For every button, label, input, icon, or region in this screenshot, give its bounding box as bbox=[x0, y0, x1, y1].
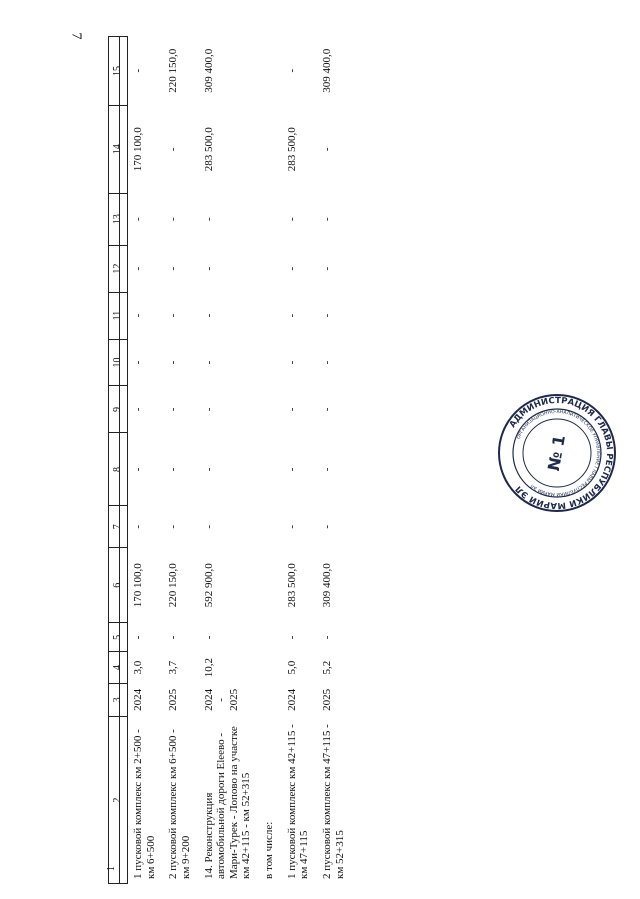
col-header-1: 1 bbox=[106, 866, 117, 871]
table-row bbox=[128, 37, 164, 884]
table-cell: 10,2 bbox=[202, 657, 215, 678]
table-cell: - bbox=[167, 147, 180, 152]
table-cell: - bbox=[167, 524, 180, 529]
col-header-10: 10 bbox=[109, 339, 128, 386]
row-name: в том числе: bbox=[263, 821, 276, 879]
table-cell bbox=[259, 683, 282, 716]
table-cell bbox=[259, 193, 282, 245]
table-cell bbox=[259, 506, 282, 548]
col-header-9: 9 bbox=[109, 386, 128, 433]
table-cell: - bbox=[202, 313, 215, 318]
table-cell: 2024 bbox=[132, 688, 144, 711]
table-cell: 170 100,0 bbox=[132, 127, 144, 172]
table-cell: - bbox=[321, 407, 334, 412]
table-cell: 3,0 bbox=[132, 660, 144, 675]
col-header-2: 2 bbox=[109, 717, 128, 884]
table-cell: 309 400,0 bbox=[202, 48, 215, 93]
table-cell: - bbox=[132, 266, 144, 271]
col-header-15: 15 bbox=[109, 37, 128, 106]
table-cell: - bbox=[132, 313, 144, 318]
col-header-7: 7 bbox=[109, 506, 128, 548]
table-cell: - bbox=[321, 266, 334, 271]
table-cell: - bbox=[285, 313, 298, 318]
table-cell: - bbox=[167, 266, 180, 271]
table-cell: 2024 - 2025 bbox=[202, 688, 240, 711]
col-header-8: 8 bbox=[109, 433, 128, 506]
table-cell: - bbox=[132, 68, 144, 73]
table-row bbox=[199, 37, 260, 884]
table-cell: - bbox=[321, 467, 334, 472]
table-row bbox=[317, 37, 352, 884]
table-cell: - bbox=[321, 360, 334, 365]
table-cell: 309 400,0 bbox=[321, 563, 334, 608]
table-cell: 220 150,0 bbox=[167, 48, 180, 93]
table-cell: 220 150,0 bbox=[167, 563, 180, 608]
table-cell: - bbox=[202, 407, 215, 412]
table-cell: - bbox=[285, 467, 298, 472]
stamp-number: № 1 bbox=[544, 433, 569, 473]
table-cell: 2024 bbox=[285, 688, 298, 711]
page-number: 7 bbox=[68, 32, 84, 40]
data-table bbox=[108, 36, 352, 884]
table-cell: 5,0 bbox=[285, 660, 298, 675]
row-name: 1 пусковой комплекс км 2+500 - км 6+500 bbox=[132, 729, 157, 879]
table-cell: 283 500,0 bbox=[285, 563, 298, 608]
table-cell: 170 100,0 bbox=[132, 563, 144, 608]
table-cell: - bbox=[132, 635, 144, 640]
table-row bbox=[163, 37, 198, 884]
col-header-3: 3 bbox=[109, 683, 128, 716]
table-cell bbox=[259, 548, 282, 623]
table-cell bbox=[259, 623, 282, 652]
row-name: 1 пусковой комплекс км 42+115 - км 47+115 bbox=[285, 724, 311, 879]
table-cell: - bbox=[285, 266, 298, 271]
table-cell: 283 500,0 bbox=[202, 127, 215, 172]
col-header-12: 12 bbox=[109, 245, 128, 292]
table-row bbox=[259, 37, 282, 884]
table-cell bbox=[259, 37, 282, 106]
table-cell bbox=[259, 105, 282, 193]
col-header-11: 11 bbox=[109, 292, 128, 339]
table-cell: - bbox=[285, 407, 298, 412]
stamp-inner-text: ОРГАНИЗАЦИОННО-АНАЛИТИЧЕСКОЕ УПРАВЛЕНИЕ ГЛАВЫ РЕСПУБЛИКИ МАРИЙ ЭЛ bbox=[516, 409, 601, 497]
table-cell: - bbox=[285, 524, 298, 529]
table-cell: 309 400,0 bbox=[321, 48, 334, 93]
table-cell bbox=[259, 339, 282, 386]
table-cell: - bbox=[132, 524, 144, 529]
table-cell: 283 500,0 bbox=[285, 127, 298, 172]
row-name: 2 пусковой комплекс км 6+500 - км 9+200 bbox=[167, 729, 192, 879]
table-cell: - bbox=[132, 407, 144, 412]
official-stamp bbox=[496, 392, 618, 514]
table-cell: - bbox=[321, 147, 334, 152]
table-cell: 592 900,0 bbox=[202, 563, 215, 608]
table-cell: - bbox=[132, 467, 144, 472]
table-cell: - bbox=[167, 217, 180, 221]
col-header-1-cell bbox=[108, 36, 120, 884]
table-cell: 2025 bbox=[167, 688, 180, 711]
table-cell: - bbox=[132, 360, 144, 365]
col-header-4: 4 bbox=[109, 652, 128, 683]
col-header-14: 14 bbox=[109, 105, 128, 193]
row-name: 2 пусковой комплекс км 47+115 - км 52+315 bbox=[321, 724, 346, 879]
table-cell: - bbox=[167, 407, 180, 412]
table-cell: - bbox=[321, 635, 334, 640]
table-cell: - bbox=[202, 217, 215, 221]
table-cell bbox=[259, 652, 282, 683]
table-cell: - bbox=[285, 217, 298, 221]
table-cell: - bbox=[167, 467, 180, 472]
table-body bbox=[128, 37, 353, 884]
table-cell bbox=[259, 433, 282, 506]
table-cell: - bbox=[202, 467, 215, 472]
table-cell: - bbox=[202, 524, 215, 529]
table-cell: - bbox=[167, 635, 180, 640]
table-cell: - bbox=[321, 313, 334, 318]
table-cell: - bbox=[132, 217, 144, 221]
table-cell: 2025 bbox=[321, 688, 334, 711]
table-cell bbox=[259, 245, 282, 292]
table-cell: - bbox=[167, 313, 180, 318]
table-cell: - bbox=[285, 635, 298, 640]
table-cell: - bbox=[321, 217, 334, 221]
table-cell: - bbox=[285, 68, 298, 73]
col-header-13: 13 bbox=[109, 193, 128, 245]
table-cell: - bbox=[202, 635, 215, 640]
col-header-5: 5 bbox=[109, 623, 128, 652]
table-row bbox=[282, 37, 317, 884]
table-cell bbox=[259, 386, 282, 433]
table-cell: - bbox=[167, 360, 180, 365]
table-cell: 3,7 bbox=[167, 660, 180, 675]
table-cell: - bbox=[285, 360, 298, 365]
table-cell: - bbox=[202, 360, 215, 365]
stamp-outer-text: АДМИНИСТРАЦИЯ ГЛАВЫ РЕСПУБЛИКИ МАРИЙ ЭЛ bbox=[507, 395, 615, 511]
table-cell: - bbox=[202, 266, 215, 271]
table-cell: - bbox=[321, 524, 334, 529]
row-name: 14. Реконструкция автомобильной дороги Еleeво - Мари-Турек - Лопово на участке км 42+115 - км 52+315 bbox=[202, 726, 253, 879]
table-cell bbox=[259, 292, 282, 339]
table-cell: 5,2 bbox=[321, 660, 334, 675]
col-header-6: 6 bbox=[109, 548, 128, 623]
